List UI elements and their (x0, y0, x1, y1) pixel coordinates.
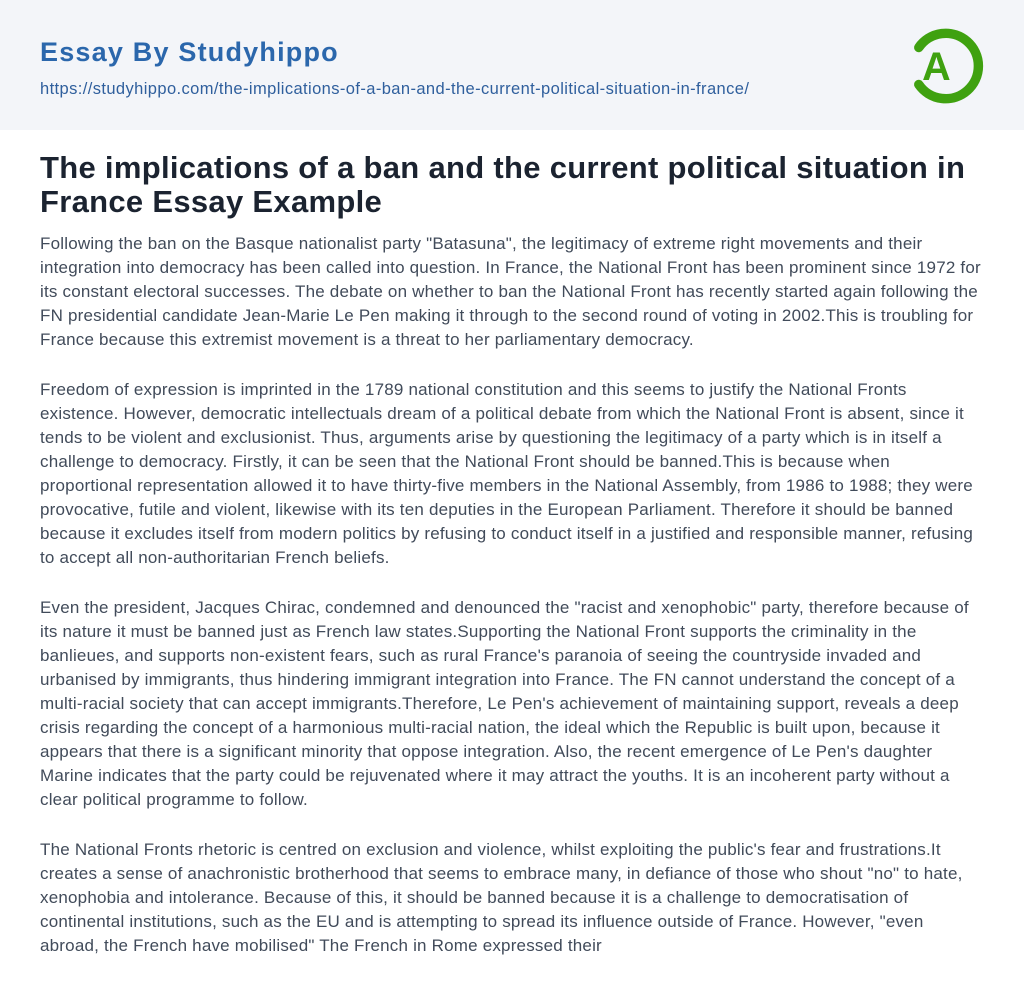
page-url-link[interactable]: https://studyhippo.com/the-implications-of-a-ban-and-the-current-political-situation-in-france/ (40, 80, 750, 98)
essay-paragraph-2: Freedom of expression is imprinted in the 1789 national constitution and this seems to justify the National Fronts existence. However, democratic intellectuals dream of a political debate from which the National Front is absent, since it tends to be violent and exclusionist. Thus, arguments arise by questioning the legitimacy of a party which is in itself a challenge to democracy. Firstly, it can be seen that the National Front should be banned.This is because when proportional representation allowed it to have thirty-five members in the National Assembly, from 1986 to 1988; they were provocative, futile and violent, likewise with its ten deputies in the European Parliament. Therefore it should be banned because it excludes itself from modern politics by refusing to conduct itself in a justified and responsible manner, refusing to accept all non-authoritarian French beliefs. (40, 380, 974, 567)
essay-paragraph-4: The National Fronts rhetoric is centred on exclusion and violence, whilst exploiting the public's fear and frustrations.It creates a sense of anachronistic brotherhood that seems to embrace many, in defiance of those who shout "no" to hate, xenophobia and intolerance. Because of this, it should be banned because it is a challenge to democratisation of continental institutions, such as the EU and is attempting to spread its influence outside of France. However, "even abroad, the French have mobilised" The French in Rome expressed their (40, 840, 963, 955)
essay-title: The implications of a ban and the current political situation in France Essay Example (40, 150, 966, 219)
header-text-block (40, 31, 749, 99)
essay-paragraph-3: Even the president, Jacques Chirac, condemned and denounced the "racist and xenophobic" party, therefore because of its nature it must be banned just as French law states.Supporting the National Front supports the criminality in the banlieues, and supports non-existent fears, such as rural France's paranoia of seeing the countryside invaded and urbanised by immigrants, thus hindering immigrant integration into France. The FN cannot understand the concept of a multi-racial society that can accept immigrants.Therefore, Le Pen's achievement of maintaining support, reveals a deep crisis regarding the concept of a harmonious multi-racial nation, the ideal which the Republic is built upon, because it appears that there is a significant minority that oppose integration. Also, the recent emergence of Le Pen's daughter Marine indicates that the party could be rejuvenated where it may attract the youths. It is an incoherent party without a clear political programme to follow. (40, 598, 969, 809)
essay-content (0, 130, 1024, 958)
studyhippo-logo (902, 20, 988, 112)
logo-letter: A (922, 44, 951, 89)
site-title: Essay By Studyhippo (40, 37, 339, 67)
header (0, 0, 1024, 130)
essay-paragraph-1: Following the ban on the Basque nationalist party "Batasuna", the legitimacy of extreme right movements and their integration into democracy has been called into question. In France, the National Front has been prominent since 1972 for its constant electoral successes. The debate on whether to ban the National Front has recently started again following the FN presidential candidate Jean-Marie Le Pen making it through to the second round of voting in 2002.This is troubling for France because this extremist movement is a threat to her parliamentary democracy. (40, 234, 981, 349)
logo-arc-icon (902, 20, 988, 112)
